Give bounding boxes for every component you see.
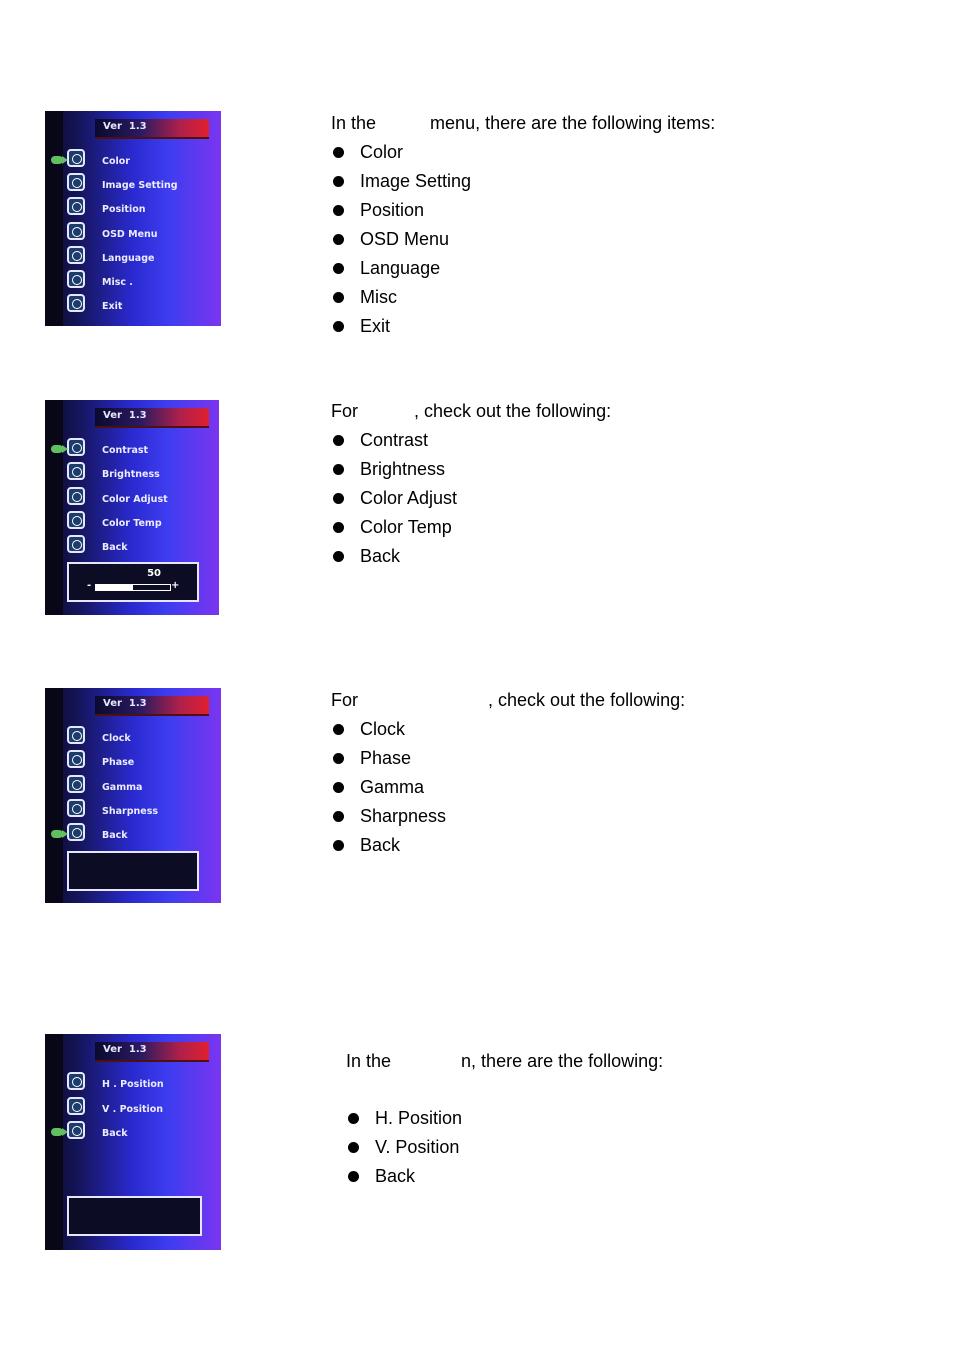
list-item: Position [331,196,715,225]
osd-item-label: Contrast [102,445,149,456]
list-item: Color [331,138,715,167]
list-item: Back [346,1162,663,1191]
osd-icon-column [45,1034,63,1250]
osd-icon-column [45,111,63,326]
color-menu-description [331,397,611,571]
osd-item-label: Color Temp [102,517,162,529]
osd-item-label: Sharpness [102,805,159,817]
osd-item-icon [67,726,85,744]
osd-item-icon [67,438,85,456]
osd-item-label: Color Adjust [102,493,168,505]
osd-menu-screenshot-main [45,111,221,326]
osd-item-label: Gamma [102,781,143,793]
slider-plus-icon: + [171,580,180,591]
list-item: Color Temp [331,513,611,542]
osd-menu-screenshot-image-setting [45,688,221,903]
osd-version-bar [95,696,209,716]
osd-item-icon [67,246,85,264]
osd-version-bar [95,119,209,139]
menu-items-list [331,426,611,571]
list-item: V. Position [346,1133,663,1162]
osd-version-bar [95,408,209,428]
osd-icon-column [45,400,63,615]
osd-item-icon [67,149,85,167]
list-item: H. Position [346,1104,663,1133]
osd-item-label: Back [102,830,128,842]
osd-version-bar [95,1042,209,1062]
osd-item-icon [67,799,85,817]
list-item: Back [331,542,611,571]
osd-value-box [67,1196,202,1236]
intro-text: In the menu, there are the following items: [331,113,716,133]
osd-menu-screenshot-position [45,1034,221,1250]
slider-fill [96,585,133,590]
osd-item-label: V . Position [102,1103,164,1115]
list-item: Sharpness [331,802,685,831]
osd-item-icon [67,173,85,191]
osd-item-label: Back [102,542,128,554]
osd-menu-screenshot-color [45,400,219,615]
list-item: Misc [331,283,715,312]
list-item: Contrast [331,426,611,455]
osd-item-icon [67,222,85,240]
osd-icon-column [45,688,63,903]
image-setting-menu-description [331,686,685,860]
osd-item-label: Position [102,204,146,216]
osd-version-label: Ver 1.3 [103,1044,147,1055]
menu-items-list [331,715,685,860]
slider-value: 50 [147,568,161,579]
osd-item-icon [67,775,85,793]
osd-item-label: Language [102,252,155,264]
osd-value-box [67,562,199,602]
osd-item-label: Phase [102,757,135,769]
menu-items-list [346,1104,663,1191]
osd-item-label: Back [102,1128,128,1139]
osd-item-label: H . Position [102,1079,164,1090]
osd-item-icon [67,270,85,288]
osd-selection-arrow-icon [51,1128,63,1136]
osd-item-icon [67,197,85,215]
osd-item-label: Color [102,156,130,167]
menu-items-list [331,138,715,341]
list-item: Color Adjust [331,484,611,513]
osd-item-label: Brightness [102,469,160,481]
list-item: Language [331,254,715,283]
osd-version-label: Ver 1.3 [103,410,147,421]
osd-item-label: OSD Menu [102,228,158,240]
list-item: Exit [331,312,715,341]
list-item: Gamma [331,773,685,802]
osd-item-icon [67,1072,85,1090]
intro-text: For , check out the following: [331,401,612,421]
osd-item-icon [67,511,85,529]
osd-item-icon [67,487,85,505]
list-item: Phase [331,744,685,773]
slider-track [95,584,171,591]
osd-item-label: Clock [102,733,131,744]
intro-text: For , check out the following: [331,690,686,710]
list-item: Image Setting [331,167,715,196]
osd-item-label: Image Setting [102,180,178,192]
osd-item-label: Exit [102,301,123,313]
osd-version-label: Ver 1.3 [103,698,147,709]
list-item: Clock [331,715,685,744]
osd-selection-arrow-icon [51,830,63,838]
slider-minus-icon: - [87,580,92,591]
osd-item-icon [67,1121,85,1139]
osd-item-icon [67,750,85,768]
osd-item-icon [67,535,85,553]
osd-item-icon [67,1097,85,1115]
osd-selection-arrow-icon [51,445,63,453]
osd-item-label: Misc . [102,277,133,288]
list-item: OSD Menu [331,225,715,254]
list-item: Back [331,831,685,860]
osd-item-icon [67,294,85,312]
osd-item-icon [67,823,85,841]
osd-value-box [67,851,199,891]
osd-selection-arrow-icon [51,156,63,164]
osd-version-label: Ver 1.3 [103,121,147,132]
main-menu-description [331,109,715,341]
intro-text: In the n, there are the following: [346,1051,664,1071]
list-item: Brightness [331,455,611,484]
osd-item-icon [67,462,85,480]
position-menu-description [346,1047,663,1191]
